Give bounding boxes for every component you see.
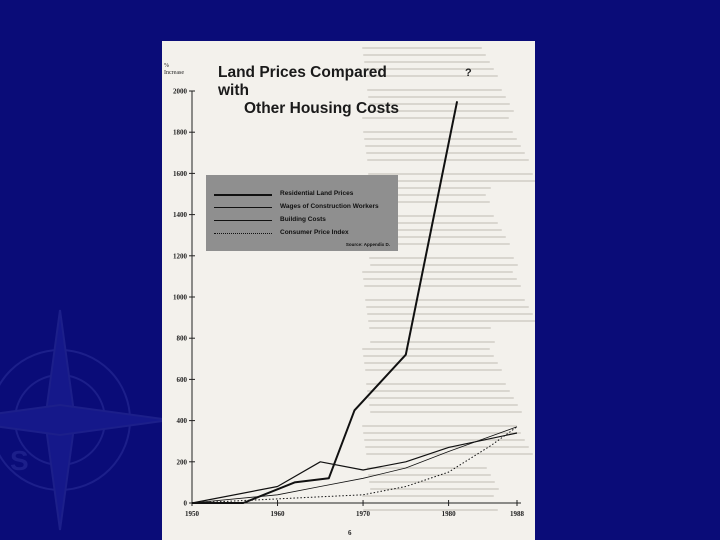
legend-swatch-building-costs <box>214 220 272 221</box>
y-tick-label: 800 <box>176 334 187 343</box>
svg-text:S: S <box>10 445 29 476</box>
x-tick-label: 1960 <box>270 510 285 518</box>
y-axis-unit-line1: % <box>164 63 169 69</box>
x-tick-label: 1988 <box>510 510 524 518</box>
chart-legend <box>206 175 398 251</box>
legend-item-land-prices <box>214 190 398 200</box>
page-number: 6 <box>348 529 352 537</box>
y-tick-label: 1400 <box>173 211 187 220</box>
x-tick-label: 1980 <box>441 510 456 518</box>
y-tick-label: 1600 <box>173 169 187 178</box>
y-tick-label: 0 <box>183 499 187 508</box>
legend-item-cpi <box>214 229 398 239</box>
x-tick-label: 1970 <box>356 510 371 518</box>
y-tick-label: 1000 <box>173 293 187 302</box>
series-line-wages-of-construction-workers <box>192 433 517 503</box>
chart-title-line2: Other Housing Costs <box>244 100 400 117</box>
document-page <box>162 41 535 540</box>
legend-label-wages: Wages of Construction Workers <box>280 203 379 210</box>
question-mark: ? <box>465 67 472 79</box>
chart-title-line1: Land Prices Compared with <box>218 64 387 99</box>
legend-item-building-costs <box>214 216 398 226</box>
y-tick-label: 2000 <box>173 87 187 96</box>
chart-title <box>218 64 408 118</box>
series-line-consumer-price-index <box>192 427 517 503</box>
y-axis-unit-line2: Increase <box>164 70 184 76</box>
legend-swatch-cpi <box>214 233 272 234</box>
legend-label-cpi: Consumer Price Index <box>280 229 349 236</box>
legend-swatch-wages <box>214 207 272 208</box>
y-tick-label: 600 <box>176 375 187 384</box>
y-axis-unit-label <box>164 63 184 77</box>
y-tick-label: 1800 <box>173 128 187 137</box>
series-line-residential-land-prices <box>192 101 457 503</box>
x-tick-label: 1950 <box>185 510 199 518</box>
legend-source-note: Source: Appendix D. <box>345 242 390 247</box>
y-tick-label: 1200 <box>173 252 187 261</box>
y-tick-label: 400 <box>176 417 187 426</box>
legend-label-building-costs: Building Costs <box>280 216 326 223</box>
legend-label-land-prices: Residential Land Prices <box>280 190 354 197</box>
legend-item-wages <box>214 203 398 213</box>
series-line-building-costs <box>192 427 517 503</box>
y-tick-label: 200 <box>176 458 187 467</box>
legend-swatch-land-prices <box>214 194 272 196</box>
